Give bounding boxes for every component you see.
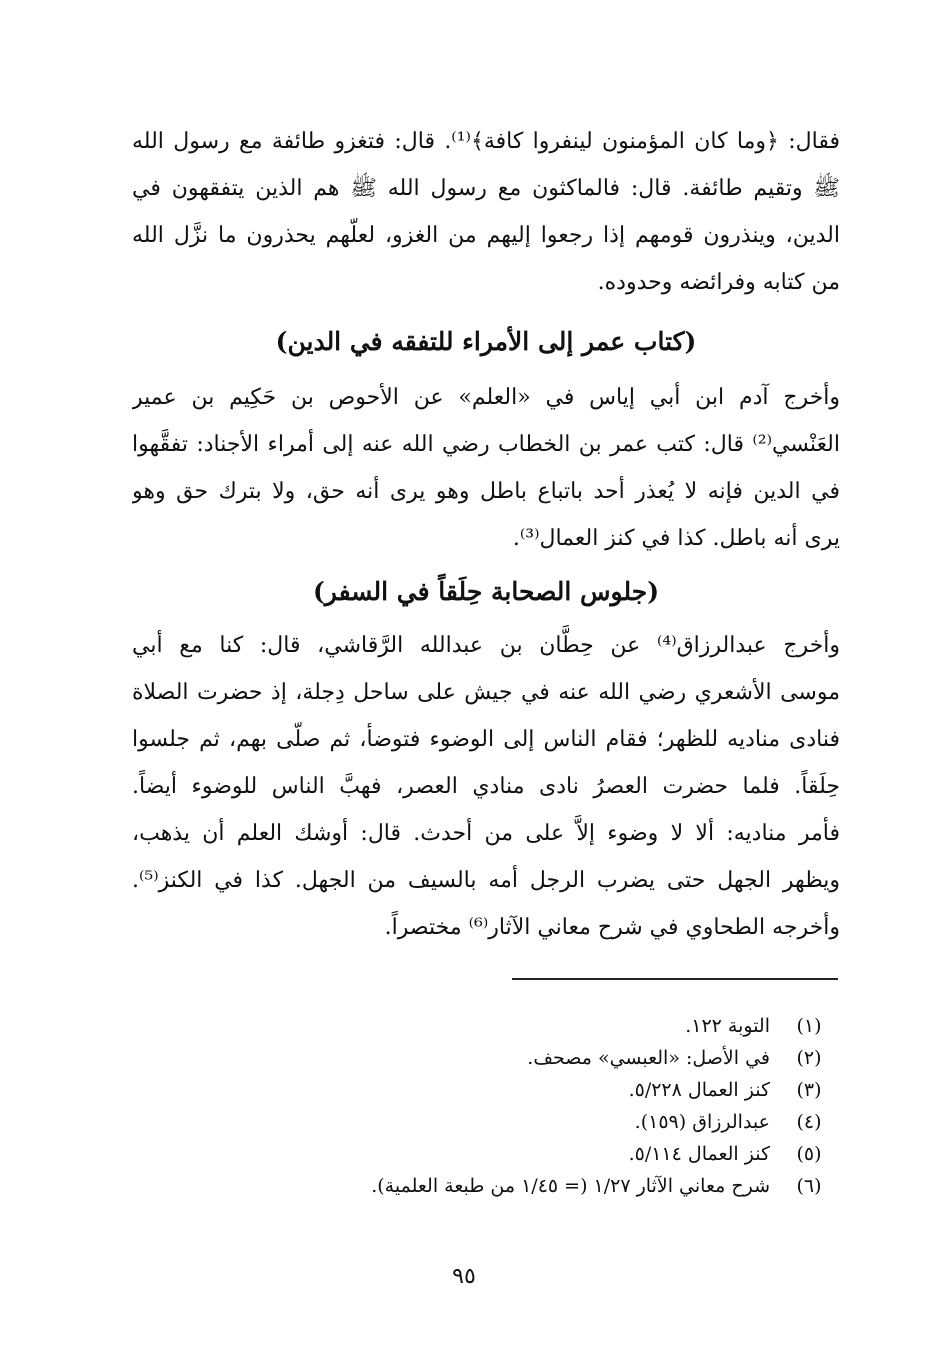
footnote-text: شرح معاني الآثار ١/٢٧ (= ١/٤٥ من طبعة العلمية). bbox=[371, 1175, 770, 1197]
footnote-number: (٢) bbox=[796, 1047, 822, 1069]
footnote-number: (٣) bbox=[796, 1079, 822, 1101]
text-line: فأمر مناديه: ألا لا وضوء إلاَّ على من أحدث. قال: أوشك العلم أن يذهب، bbox=[132, 821, 840, 846]
footnote-text: عبدالرزاق (١٥٩). bbox=[634, 1111, 770, 1133]
text-line: ويظهر الجهل حتى يضرب الرجل أمه بالسيف من الجهل. كذا في الكنز⁽⁵⁾. bbox=[132, 868, 840, 893]
section-heading-2: (جلوس الصحابة حِلَقاً في السفر) bbox=[312, 577, 660, 606]
paragraph-2 bbox=[132, 374, 840, 562]
text-line: وأخرج عبدالرزاق⁽⁴⁾ عن حِطَّان بن عبدالله الرَّقاشي، قال: كنا مع أبي bbox=[132, 633, 840, 658]
footnote-item bbox=[132, 1010, 840, 1042]
text-line: حِلَقاً. فلما حضرت العصرُ نادى منادي العصر، فهبَّ الناس للوضوء أيضاً. bbox=[132, 774, 840, 799]
footnote-item bbox=[132, 1042, 840, 1074]
text-line: وأخرجه الطحاوي في شرح معاني الآثار⁽⁶⁾ مختصراً. bbox=[384, 915, 840, 940]
paragraph-1 bbox=[132, 118, 840, 306]
text-line: فقال: ﴿وما كان المؤمنون لينفروا كافة﴾⁽¹⁾. قال: فتغزو طائفة مع رسول الله bbox=[132, 129, 840, 154]
text-line: فنادى مناديه للظهر؛ فقام الناس إلى الوضوء فتوضأ، ثم صلّى بهم، ثم جلسوا bbox=[132, 727, 840, 752]
footnote-text: كنز العمال ٥/١١٤. bbox=[628, 1143, 770, 1165]
text-line: موسى الأشعري رضي الله عنه في جيش على ساحل دِجلة، إذ حضرت الصلاة bbox=[132, 680, 840, 705]
footnote-item bbox=[132, 1170, 840, 1202]
footnote-number: (٤) bbox=[796, 1111, 822, 1133]
footnote-text: في الأصل: «العبسي» مصحف. bbox=[527, 1047, 770, 1069]
footnote-item bbox=[132, 1138, 840, 1170]
footnote-number: (٦) bbox=[796, 1175, 822, 1197]
text-line: الدين، وينذرون قومهم إذا رجعوا إليهم من الغزو، لعلّهم يحذرون ما نزَّل الله bbox=[132, 223, 840, 248]
text-line: في الدين فإنه لا يُعذر أحد باتباع باطل وهو يرى أنه حق، ولا بترك حق وهو bbox=[132, 479, 840, 504]
text-line: العَنْسي⁽²⁾ قال: كتب عمر بن الخطاب رضي الله عنه إلى أمراء الأجناد: تفقَّهوا bbox=[132, 432, 840, 457]
footnote-text: كنز العمال ٥/٢٢٨. bbox=[628, 1079, 770, 1101]
footnote-text: التوبة ١٢٢. bbox=[685, 1015, 770, 1037]
footnotes bbox=[132, 1010, 840, 1202]
section-heading-1: (كتاب عمر إلى الأمراء للتفقه في الدين) bbox=[275, 327, 697, 356]
footnote-number: (٥) bbox=[796, 1143, 822, 1165]
footnote-divider bbox=[512, 978, 838, 980]
footnote-number: (١) bbox=[796, 1015, 822, 1037]
text-line: يرى أنه باطل. كذا في كنز العمال⁽³⁾. bbox=[512, 526, 840, 551]
footnote-item bbox=[132, 1074, 840, 1106]
text-line: ﷺ وتقيم طائفة. قال: فالماكثون مع رسول الله ﷺ هم الذين يتفقهون في bbox=[132, 176, 840, 201]
paragraph-3 bbox=[132, 622, 840, 951]
footnote-item bbox=[132, 1106, 840, 1138]
text-line: من كتابه وفرائضه وحدوده. bbox=[597, 270, 840, 295]
page-number: ٩٥ bbox=[452, 1264, 476, 1289]
text-line: وأخرج آدم ابن أبي إياس في «العلم» عن الأحوص بن حَكِيم بن عمير bbox=[132, 385, 840, 410]
